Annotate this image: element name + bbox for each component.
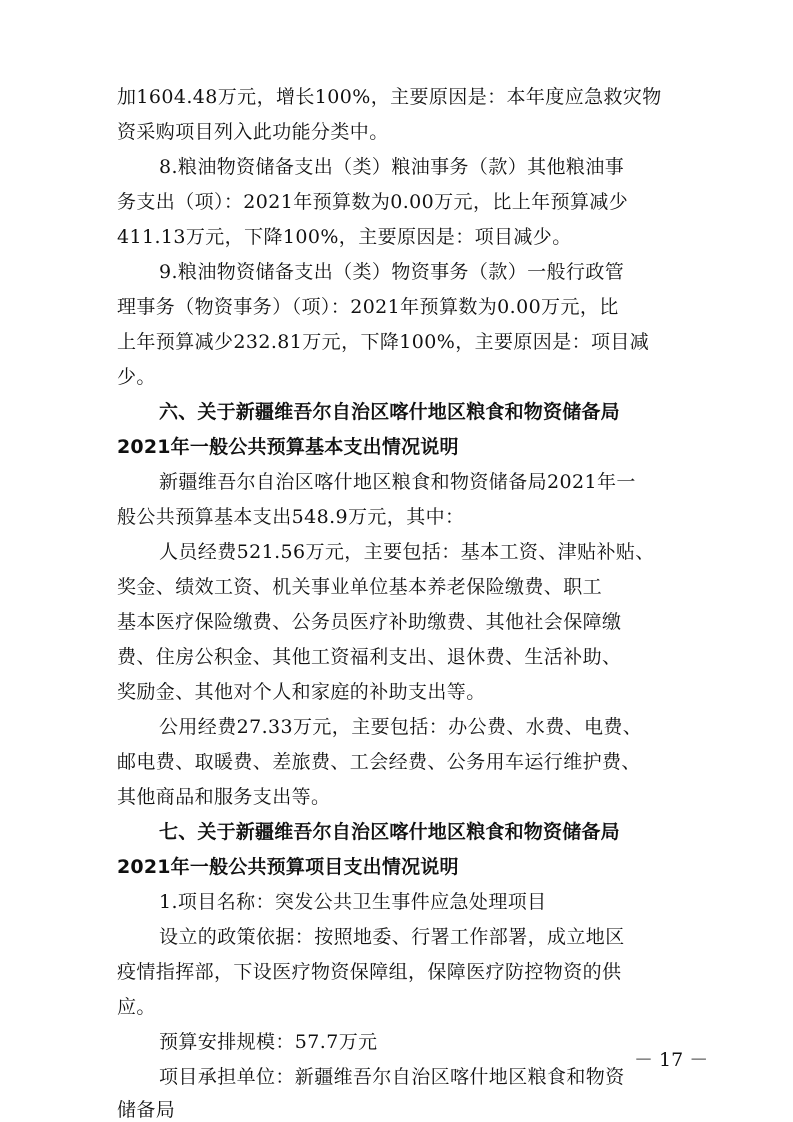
body-text-line: 1.项目名称：突发公共卫生事件应急处理项目 — [159, 891, 547, 913]
body-text-line: 费、住房公积金、其他工资福利支出、退休费、生活补助、 — [117, 646, 622, 668]
section-heading: 六、关于新疆维吾尔自治区喀什地区粮食和物资储备局 — [159, 401, 620, 423]
body-text-line: 少。 — [117, 366, 156, 388]
section-heading: 七、关于新疆维吾尔自治区喀什地区粮食和物资储备局 — [159, 821, 620, 843]
body-text-line: 8.粮油物资储备支出（类）粮油事务（款）其他粮油事 — [159, 156, 625, 178]
section-heading: 2021年一般公共预算基本支出情况说明 — [117, 436, 459, 458]
body-text-line: 奖金、绩效工资、机关事业单位基本养老保险缴费、职工 — [117, 576, 603, 598]
body-text-line: 般公共预算基本支出548.9万元，其中： — [117, 506, 465, 528]
body-text-line: 公用经费27.33万元，主要包括：办公费、水费、电费、 — [159, 716, 643, 738]
page-number: － 17 － — [634, 1049, 709, 1071]
body-text-line: 加1604.48万元，增长100%，主要原因是：本年度应急救灾物 — [117, 86, 662, 108]
body-text-line: 项目承担单位：新疆维吾尔自治区喀什地区粮食和物资 — [159, 1066, 625, 1088]
body-text-line: 资采购项目列入此功能分类中。 — [117, 121, 389, 143]
body-text-line: 人员经费521.56万元，主要包括：基本工资、津贴补贴、 — [159, 541, 655, 563]
body-text-line: 奖励金、其他对个人和家庭的补助支出等。 — [117, 681, 486, 703]
body-text-line: 9.粮油物资储备支出（类）物资事务（款）一般行政管 — [159, 261, 625, 283]
body-text-line: 其他商品和服务支出等。 — [117, 786, 331, 808]
body-text-line: 储备局 — [117, 1099, 176, 1121]
body-text-line: 邮电费、取暖费、差旅费、工会经费、公务用车运行维护费、 — [117, 751, 641, 773]
body-text-line: 预算安排规模：57.7万元 — [159, 1031, 378, 1053]
body-text-line: 基本医疗保险缴费、公务员医疗补助缴费、其他社会保障缴 — [117, 611, 622, 633]
section-heading: 2021年一般公共预算项目支出情况说明 — [117, 856, 459, 878]
body-text-line: 理事务（物资事务）（项）：2021年预算数为0.00万元，比 — [117, 296, 619, 318]
body-text-line: 务支出（项）：2021年预算数为0.00万元，比上年预算减少 — [117, 191, 629, 213]
body-text-line: 上年预算减少232.81万元，下降100%，主要原因是：项目减 — [117, 331, 650, 353]
body-text-line: 411.13万元，下降100%，主要原因是：项目减少。 — [117, 226, 572, 248]
body-text-line: 设立的政策依据：按照地委、行署工作部署，成立地区 — [159, 926, 625, 948]
body-text-line: 疫情指挥部，下设医疗物资保障组，保障医疗防控物资的供 — [117, 961, 622, 983]
body-text-line: 新疆维吾尔自治区喀什地区粮食和物资储备局2021年一 — [159, 471, 636, 493]
body-text-line: 应。 — [117, 996, 156, 1018]
